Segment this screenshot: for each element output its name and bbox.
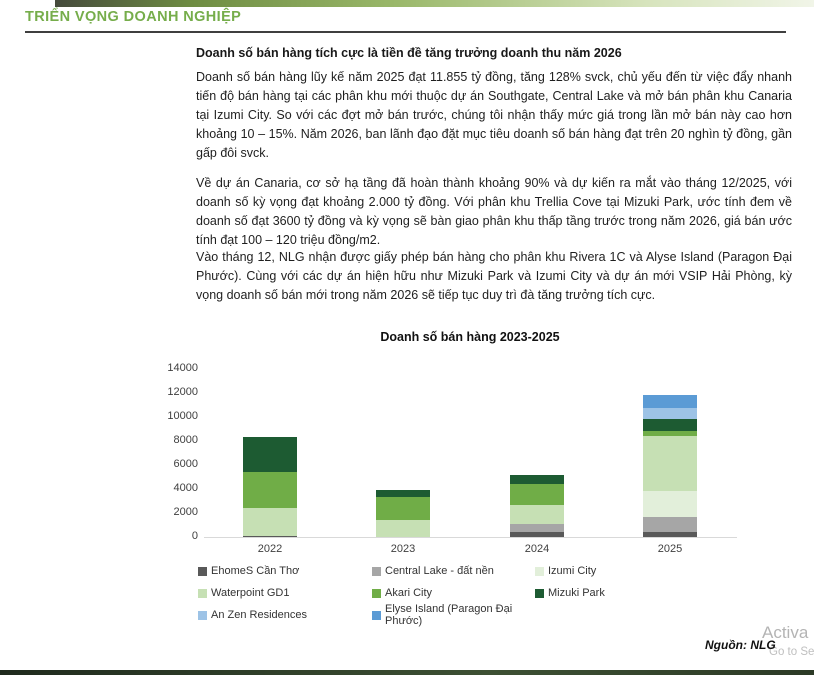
legend-item — [198, 586, 372, 600]
legend-swatch-icon — [372, 567, 381, 576]
bar-segment-2022 — [243, 437, 297, 472]
header-divider — [25, 31, 786, 33]
document-heading: Doanh số bán hàng tích cực là tiền đề tăng trưởng doanh thu năm 2026 — [196, 46, 622, 60]
bar-segment-2025 — [643, 395, 697, 408]
legend-swatch-icon — [372, 589, 381, 598]
legend-item — [372, 586, 535, 600]
legend-label: Elyse Island (Paragon Đại Phước) — [385, 603, 513, 627]
y-tick-label: 0 — [191, 530, 198, 542]
x-category-label: 2023 — [390, 543, 416, 555]
bar-segment-2025 — [643, 419, 697, 431]
y-tick-label: 14000 — [167, 362, 198, 374]
y-tick-label: 8000 — [173, 434, 198, 446]
top-gradient-bar — [55, 0, 814, 7]
legend-item — [535, 564, 668, 578]
bar-segment-2023 — [376, 497, 430, 520]
bar-segment-2024 — [510, 532, 564, 537]
legend-label: An Zen Residences — [211, 609, 307, 621]
bottom-gradient-bar — [0, 670, 814, 675]
y-tick-label: 2000 — [173, 506, 198, 518]
x-category-label: 2025 — [657, 543, 683, 555]
bar-segment-2025 — [643, 408, 697, 419]
chart-legend — [198, 564, 668, 627]
x-category-label: 2024 — [524, 543, 550, 555]
y-tick-label: 12000 — [167, 386, 198, 398]
bar-segment-2023 — [376, 490, 430, 497]
watermark-activate: Activa — [762, 623, 809, 642]
x-axis-line — [204, 537, 737, 538]
paragraph-1: Doanh số bán hàng lũy kế năm 2025 đạt 11.855 tỷ đồng, tăng 128% svck, chủ yếu đến từ việc đẩy nhanh tiến độ bán hàng tại các phân khu mới thuộc dự án Southgate, Central Lake và mở bán phân khu Canaria tại Izumi City. So với các đợt mở bán trước, chúng tôi nhận thấy mức giá trong lần mở bán này cao hơn khoảng 10 – 15%. Năm 2026, ban lãnh đạo đặt mục tiêu doanh số bán hàng đạt trên 20 nghìn tỷ đồng, gần gấp đôi svck. — [196, 70, 792, 160]
bar-segment-2022 — [243, 472, 297, 508]
legend-label: Central Lake - đất nền — [385, 565, 494, 577]
legend-swatch-icon — [535, 567, 544, 576]
bar-segment-2025 — [643, 436, 697, 491]
x-category-label: 2022 — [257, 543, 283, 555]
paragraph-2: Về dự án Canaria, cơ sở hạ tầng đã hoàn thành khoảng 90% và dự kiến ra mắt vào tháng 12/2025, với doanh số kỳ vọng đạt khoảng 2.000 tỷ đồng. Với phân khu Trellia Cove tại Mizuki Park, ước tính đem về doanh số đạt 3600 tỷ đồng và kỳ vọng sẽ bàn giao phân khu thấp tầng trước trong năm 2026, giá bán ước tính đạt 100 – 120 triệu đồng/m2. — [196, 176, 792, 247]
bar-segment-2025 — [643, 532, 697, 537]
chart-title: Doanh số bán hàng 2023-2025 — [380, 330, 560, 344]
bar-segment-2022 — [243, 508, 297, 536]
source-note: Nguồn: NLG — [705, 638, 776, 652]
legend-label: EhomeS Cần Thơ — [211, 565, 300, 577]
y-tick-label: 10000 — [167, 410, 198, 422]
legend-swatch-icon — [198, 589, 207, 598]
bar-segment-2024 — [510, 524, 564, 532]
y-tick-label: 6000 — [173, 458, 198, 470]
bar-segment-2024 — [510, 505, 564, 524]
paragraph-3: Vào tháng 12, NLG nhận được giấy phép bán hàng cho phân khu Rivera 1C và Alyse Island (Paragon Đại Phước). Cùng với các dự án hiện hữu như Mizuki Park và Izumi City và dự án mới VSIP Hải Phòng, kỳ vọng doanh số bán mới trong năm 2026 sẽ tiếp tục duy trì đà tăng trưởng tích cực. — [196, 250, 792, 302]
legend-item — [372, 603, 535, 627]
section-title: TRIỂN VỌNG DOANH NGHIỆP — [25, 9, 242, 25]
y-tick-label: 4000 — [173, 482, 198, 494]
bar-segment-2023 — [376, 520, 430, 537]
legend-item — [198, 608, 372, 622]
legend-swatch-icon — [372, 611, 381, 620]
legend-label: Waterpoint GD1 — [211, 587, 290, 599]
legend-label: Akari City — [385, 587, 433, 599]
legend-item — [535, 586, 668, 600]
legend-swatch-icon — [535, 589, 544, 598]
bar-segment-2025 — [643, 431, 697, 436]
watermark-go-to-settings: Go to Se — [769, 646, 814, 658]
legend-label: Mizuki Park — [548, 587, 605, 599]
bar-segment-2025 — [643, 517, 697, 532]
legend-item — [372, 564, 535, 578]
bar-segment-2024 — [510, 484, 564, 505]
legend-swatch-icon — [198, 611, 207, 620]
legend-swatch-icon — [198, 567, 207, 576]
bar-segment-2025 — [643, 491, 697, 517]
bar-segment-2024 — [510, 475, 564, 484]
legend-label: Izumi City — [548, 565, 597, 577]
legend-item — [198, 564, 372, 578]
bar-segment-2022 — [243, 536, 297, 537]
